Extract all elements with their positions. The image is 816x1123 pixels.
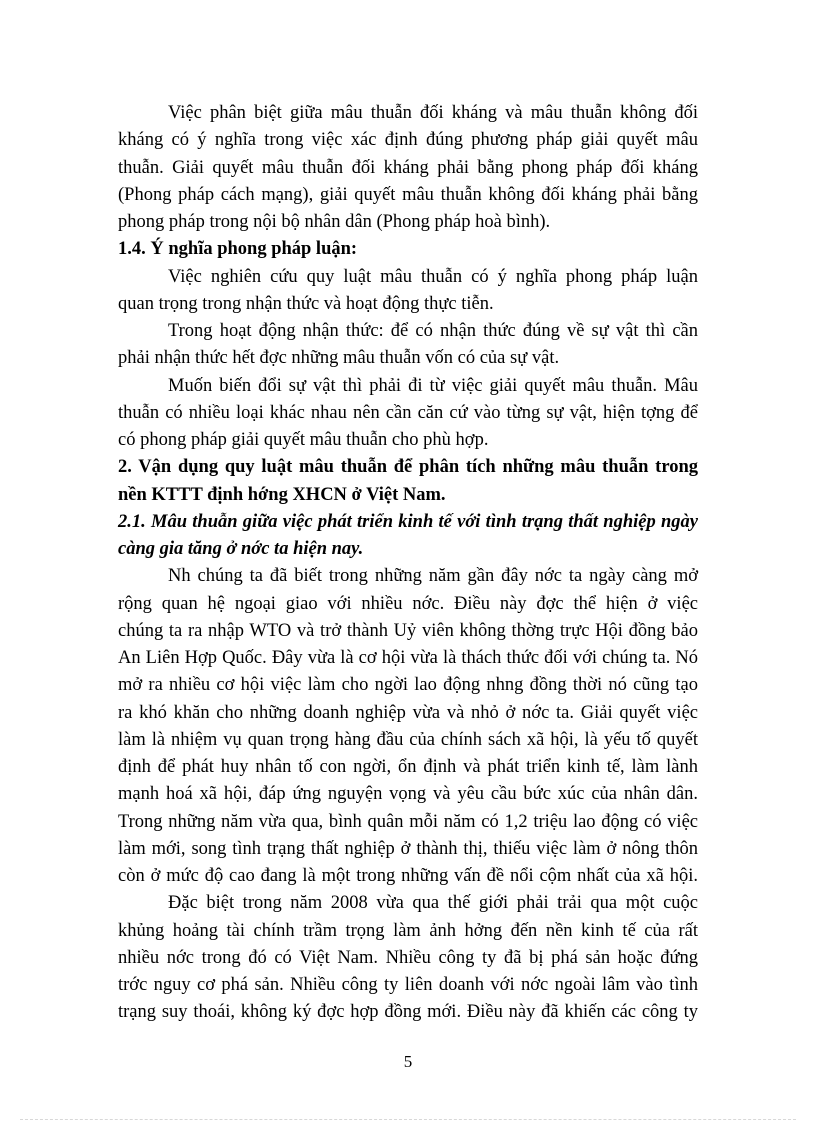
text-line: Việc nghiên cứu quy luật mâu thuẫn có ý nghĩa phong pháp luận [168,266,698,287]
text-line: trớc nguy cơ phá sản. Nhiều công ty liên doanh với nớc ngoài lâm vào tình [118,975,698,995]
text-line: mạnh hoá xã hội, đáp ứng nguyện vọng và yêu cầu bức xúc của nhân dân. [118,784,698,805]
section-heading-line: 1.4. Ý nghĩa phong pháp luận: [118,239,358,260]
section-heading-line: 2. Vận dụng quy luật mâu thuẫn để phân tích những mâu thuẫn trong [118,457,698,478]
page-body [118,100,698,1027]
text-line: thuẫn. Giải quyết mâu thuẫn đối kháng phải bằng phong pháp đối kháng [118,157,698,178]
text-line: kháng có ý nghĩa trong việc xác định đúng phương pháp giải quyết mâu [118,130,698,151]
text-line: Việc phân biệt giữa mâu thuẫn đối kháng và mâu thuẫn không đối [168,103,698,123]
page-number: 5 [403,1052,413,1071]
subsection-heading-line: càng gia tăng ở nớc ta hiện nay. [118,539,364,559]
subsection-heading-line: 2.1. Mâu thuẫn giữa việc phát triển kinh tế với tình trạng thất nghiệp ngày [118,511,698,532]
text-line: Trong hoạt động nhận thức: để có nhận thức đúng về sự vật thì cần [168,321,698,341]
text-line: làm mới, song tình trạng thất nghiệp ở thành thị, thiếu việc làm ở nông thôn [118,838,698,859]
page-bottom-divider [20,1119,796,1120]
text-line: định để phát huy nhân tố con ngời, ổn định và phát triển kinh tế, làm lành [118,757,698,777]
text-line: Muốn biến đổi sự vật thì phải đi từ việc giải quyết mâu thuẫn. Mâu [168,375,698,396]
text-line: Nh chúng ta đã biết trong những năm gần đây nớc ta ngày càng mở [168,566,698,587]
section-heading-line: nền KTTT định hớng XHCN ở Việt Nam. [118,484,446,505]
text-line: (Phong pháp cách mạng), giải quyết mâu thuẫn không đối kháng phải bằng [118,184,698,205]
text-line: Trong những năm vừa qua, bình quân mỗi năm có 1,2 triệu lao động có việc [118,811,698,832]
text-line: phải nhận thức hết đợc những mâu thuẫn vốn có của sự vật. [118,348,560,369]
text-line: chúng ta ra nhập WTO và trở thành Uỷ viên không thờng trực Hội đồng bảo [118,620,698,641]
text-line: phong pháp trong nội bộ nhân dân (Phong pháp hoà bình). [118,212,551,232]
text-line: có phong pháp giải quyết mâu thuẫn cho phù hợp. [118,430,489,450]
text-line: rộng quan hệ ngoại giao với nhiều nớc. Điều này đợc thể hiện ở việc [118,593,698,614]
text-line: mở ra nhiều cơ hội việc làm cho ngời lao động nhng đồng thời nó cũng tạo [118,675,698,696]
text-line: thuẫn có nhiều loại khác nhau nên cần căn cứ vào từng sự vật, hiện tợng để [118,402,698,423]
text-line: Đặc biệt trong năm 2008 vừa qua thế giới phải trải qua một cuộc [168,893,698,914]
text-line: làm là nhiệm vụ quan trọng hàng đầu của chính sách xã hội, là yếu tố quyết [118,729,698,750]
text-line: nhiều nớc trong đó có Việt Nam. Nhiều công ty đã bị phá sản hoặc đứng [118,947,698,968]
text-line: An Liên Hợp Quốc. Đây vừa là cơ hội vừa là thách thức đối với chúng ta. Nó [118,648,698,668]
text-line: ra khó khăn cho những doanh nghiệp vừa và nhỏ ở nớc ta. Giải quyết việc [118,702,698,723]
text-line: khủng hoảng tài chính trầm trọng làm ảnh hởng đến nền kinh tế của rất [118,920,698,941]
text-line: còn ở mức độ cao đang là một trong những vấn đề nổi cộm nhất của xã hội. [118,866,698,886]
text-line: quan trọng trong nhận thức và hoạt động thực tiễn. [118,293,494,314]
text-line: trạng suy thoái, không ký đợc hợp đồng mới. Điều này đã khiến các công ty [118,1002,698,1023]
